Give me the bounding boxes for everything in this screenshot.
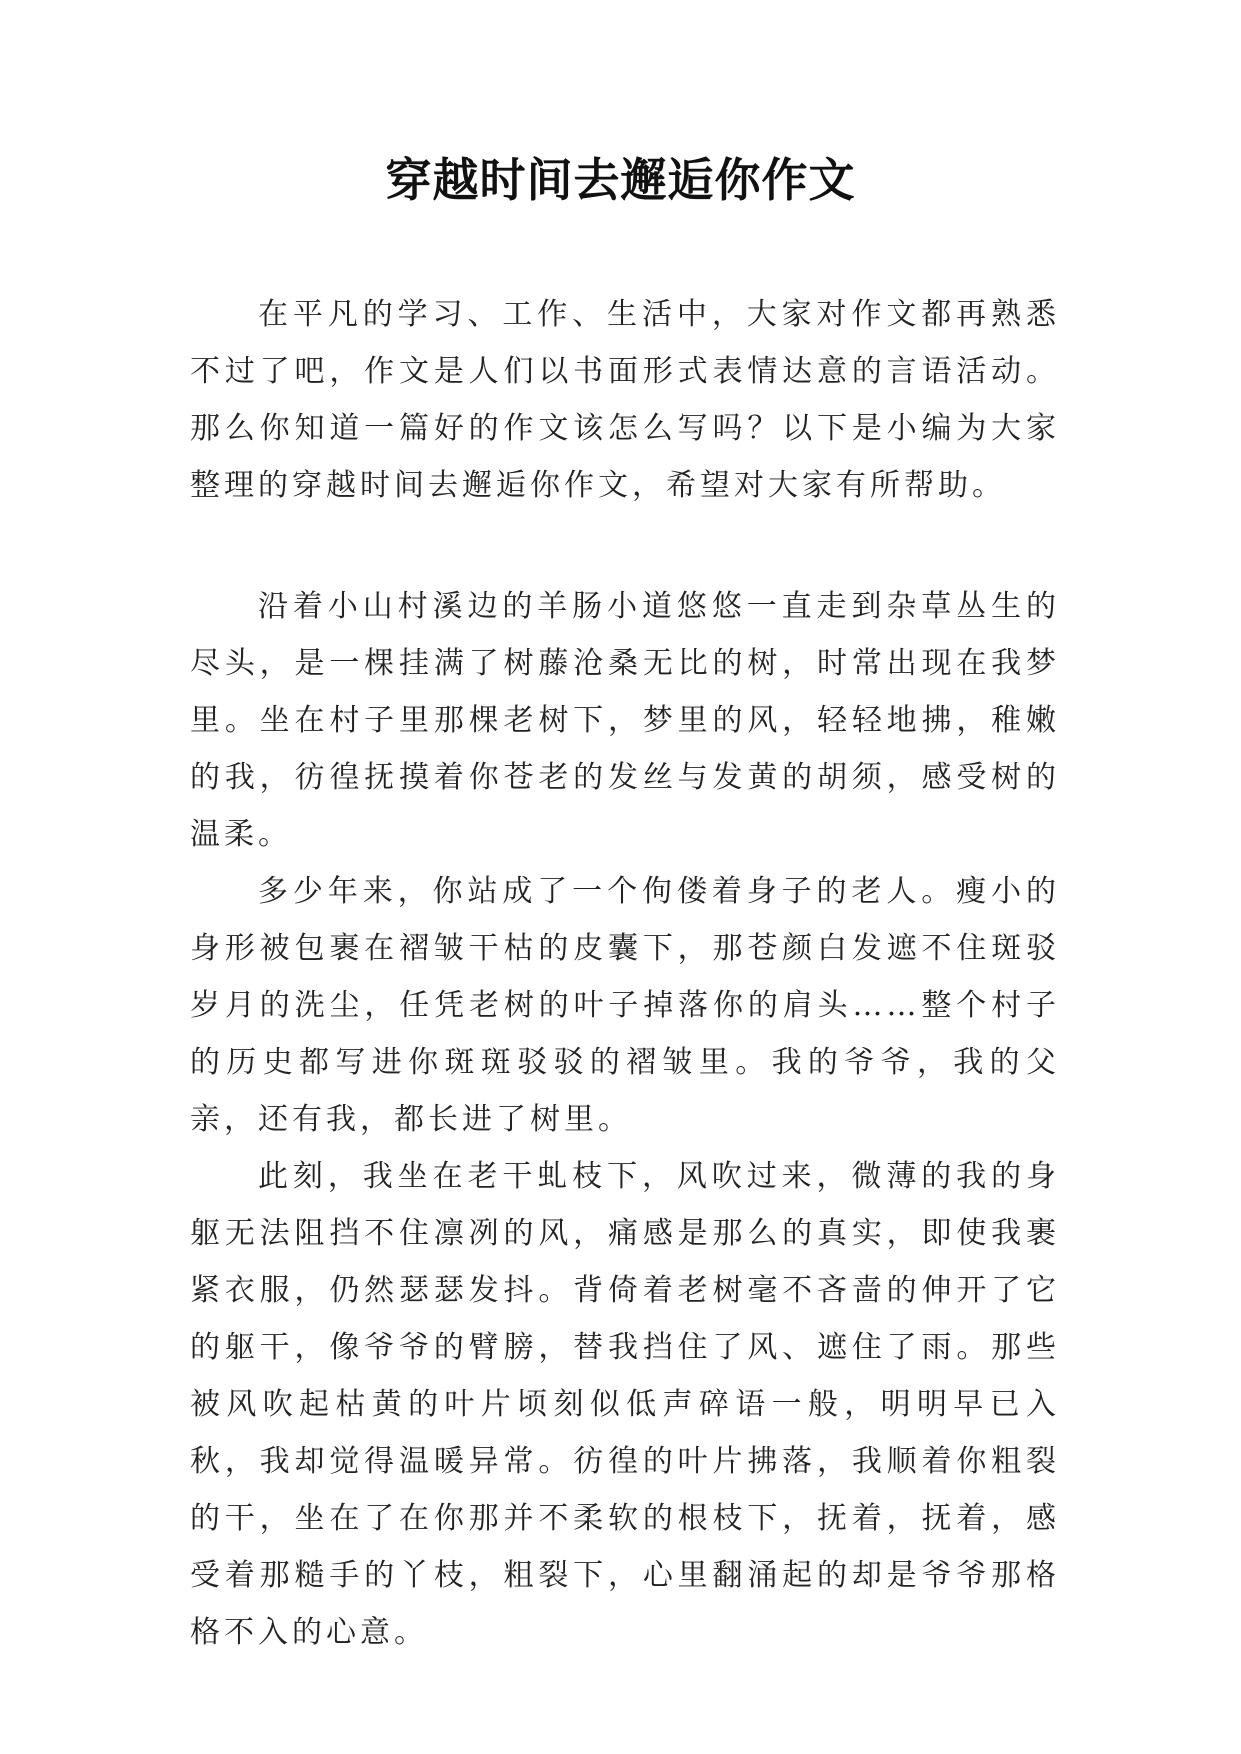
document-title: 穿越时间去邂逅你作文: [385, 153, 856, 207]
essay-paragraph-3: 此刻，我坐在老干虬枝下，风吹过来，微薄的我的身躯无法阻挡不住凛冽的风，痛感是那么的真实，即使我裹紧衣服，仍然瑟瑟发抖。背倚着老树毫不吝啬的伸开了它的躯干，像爷爷的臂膀，替我挡住了风、遮住了雨。那些被风吹起枯黄的叶片顷刻似低声碎语一般，明明早已入秋，我却觉得温暖异常。彷徨的叶片拂落，我顺着你粗裂的干，坐在了在你那并不柔软的根枝下，抚着，抚着，感受着那糙手的丫枝，粗裂下，心里翻涌起的却是爷爷那格格不入的心意。: [190, 1159, 1060, 1650]
intro-section: [190, 286, 1060, 514]
essay-body: [190, 578, 1060, 1661]
intro-paragraph: 在平凡的学习、工作、生活中，大家对作文都再熟悉不过了吧，作文是人们以书面形式表情达意的言语活动。那么你知道一篇好的作文该怎么写吗？以下是小编为大家整理的穿越时间去邂逅你作文，希望对大家有所帮助。: [190, 297, 1060, 503]
essay-paragraph-1: 沿着小山村溪边的羊肠小道悠悠一直走到杂草丛生的尽头，是一棵挂满了树藤沧桑无比的树，时常出现在我梦里。坐在村子里那棵老树下，梦里的风，轻轻地拂，稚嫩的我，彷徨抚摸着你苍老的发丝与发黄的胡须，感受树的温柔。: [190, 589, 1060, 852]
essay-paragraph-2: 多少年来，你站成了一个佝偻着身子的老人。瘦小的身形被包裹在褶皱干枯的皮囊下，那苍颜白发遮不住斑驳岁月的洗尘，任凭老树的叶子掉落你的肩头……整个村子的历史都写进你斑斑驳驳的褶皱里。我的爷爷，我的父亲，还有我，都长进了树里。: [190, 874, 1060, 1137]
